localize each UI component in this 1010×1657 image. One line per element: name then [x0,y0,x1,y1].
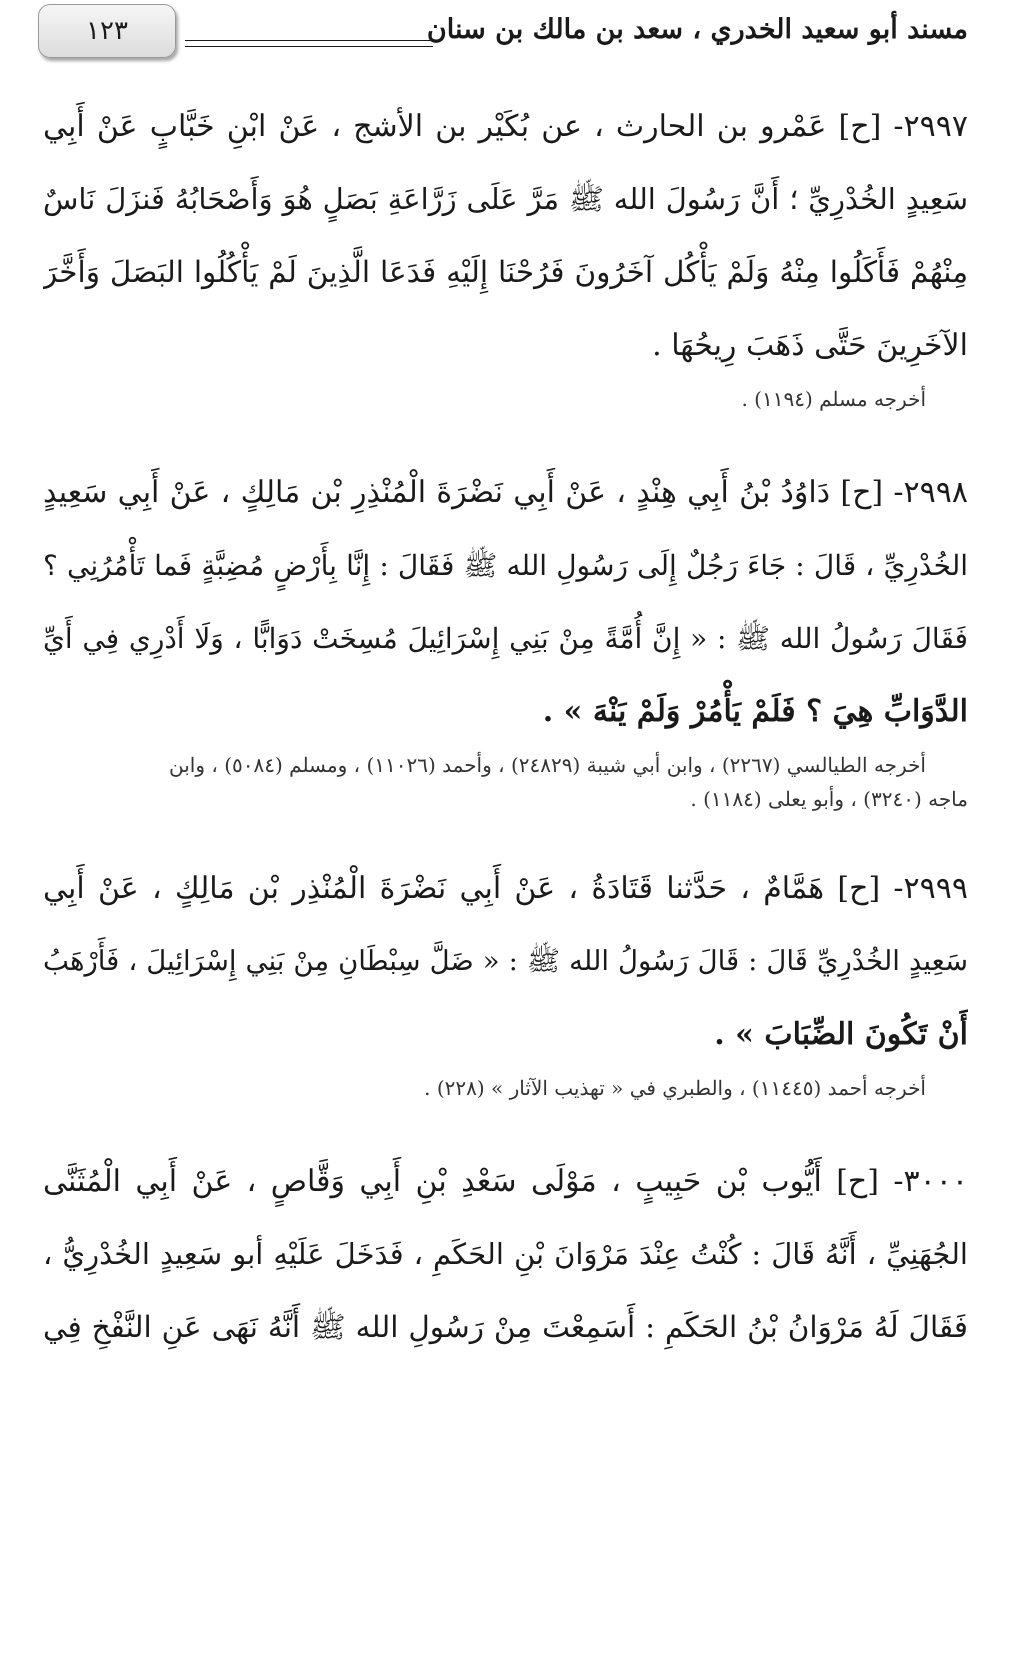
spacer [43,416,968,456]
header-rule [185,40,433,47]
running-title: مسند أبو سعيد الخدري ، سعد بن مالك بن سنان [426,14,968,45]
spacer [43,816,968,852]
hadith-line: سَعِيدٍ الخُدْرِيِّ ؛ أَنَّ رَسُولَ الله ﷺ مَرَّ عَلَى زَرَّاعَةِ بَصَلٍ هُوَ وَأَصْحَابُهُ فَنزَلَ نَاسٌ [43,182,968,216]
hadith-line: الجُهَنِيِّ ، أَنَّهُ قَالَ : كُنْتُ عِنْدَ مَرْوَانَ بْنِ الحَكَمِ ، فَدَخَلَ عَلَيْهِ أبو سَعِيدٍ الخُدْرِيُّ ، [43,1237,968,1271]
page-number: ١٢٣ [86,16,128,46]
hadith-2999 [43,852,968,1071]
hadith-line: الخُدْرِيِّ ، قَالَ : جَاءَ رَجُلٌ إِلَى رَسُولِ الله ﷺ فَقَالَ : إِنَّا بِأَرْضٍ مُضِبَّةٍ فَما تَأْمُرُنِي ؟ [43,549,968,582]
page-number-tab [38,4,176,58]
page-content [43,90,968,1364]
hadith-line: فَقَالَ رَسُولُ الله ﷺ : « إِنَّ أُمَّةً مِنْ بَنِي إِسْرَائِيلَ مُسِخَتْ دَوَابًّا ، وَلَا أَدْرِي فِي أَيِّ [43,622,968,655]
source-line: أخرجه الطيالسي (٢٢٦٧) ، وابن أبي شيبة (٢٤٨٢٩) ، وأحمد (١١٠٢٦) ، ومسلم (٥٠٨٤) ، وابن [169,753,926,777]
hadith-2998 [43,456,968,748]
source-line: ماجه (٣٢٤٠) ، وأبو يعلى (١١٨٤) . [690,787,968,811]
hadith-line: ٢٩٩٧- [ح] عَمْرو بن الحارث ، عن بُكَيْر بن الأشج ، عَنْ ابْنِ خَبَّابٍ عَنْ أَبِي [43,109,968,144]
hadith-2997 [43,90,968,382]
hadith-2997-source [43,382,968,416]
hadith-line: الدَّوَابِّ هِيَ ؟ فَلَمْ يَأْمُرْ وَلَمْ يَنْهَ » . [542,694,968,729]
page-header [0,0,1010,70]
hadith-line: الآخَرِينَ حَتَّى ذَهَبَ رِيحُهَا . [652,328,968,363]
hadith-line: فَقَالَ لَهُ مَرْوَانُ بْنُ الحَكَمِ : أَسَمِعْتَ مِنْ رَسُولِ الله ﷺ أَنَّهُ نَهَى عَنِ النَّفْخِ فِي [43,1310,968,1344]
hadith-2999-source [43,1071,968,1105]
hadith-line: أَنْ تَكُونَ الضِّبَابَ » . [714,1017,968,1052]
hadith-line: ٢٩٩٨- [ح] دَاوُدُ بْنُ أَبِي هِنْدٍ ، عَنْ أَبِي نَضْرَةَ الْمُنْذِرِ بْن مَالِكٍ ، عَنْ أَبِي سَعِيدٍ [43,475,968,510]
hadith-2998-source [43,748,968,816]
spacer [43,1105,968,1145]
source-line: أخرجه مسلم (١١٩٤) . [741,387,926,411]
hadith-3000 [43,1145,968,1364]
hadith-line: ٢٩٩٩- [ح] هَمَّامٌ ، حَدَّثنا قَتَادَةُ ، عَنْ أَبِي نَضْرَةَ الْمُنْذِر بْن مَالِكٍ ، عَنْ أَبِي [43,871,968,906]
hadith-line: مِنْهُمْ فَأَكَلُوا مِنْهُ وَلَمْ يَأْكُل آخَرُونَ فَرُحْنَا إِلَيْهِ فَدَعَا الَّذِينَ لَمْ يَأْكُلُوا البَصَلَ وَأَخَّرَ [43,255,968,289]
hadith-line: سَعِيدٍ الخُدْرِيِّ قَالَ : قَالَ رَسُولُ الله ﷺ : « ضَلَّ سِبْطَانِ مِنْ بَنِي إِسْرَائِيلَ ، فَأَرْهَبُ [43,945,968,977]
source-line: أخرجه أحمد (١١٤٤٥) ، والطبري في « تهذيب الآثار » (٢٢٨) . [424,1076,926,1100]
hadith-line: ٣٠٠٠- [ح] أَيُّوب بْن حَبِيبٍ ، مَوْلَى سَعْدِ بْنِ أَبِي وَقَّاصٍ ، عَنْ أَبِي الْمُثَنَّى [43,1164,968,1199]
